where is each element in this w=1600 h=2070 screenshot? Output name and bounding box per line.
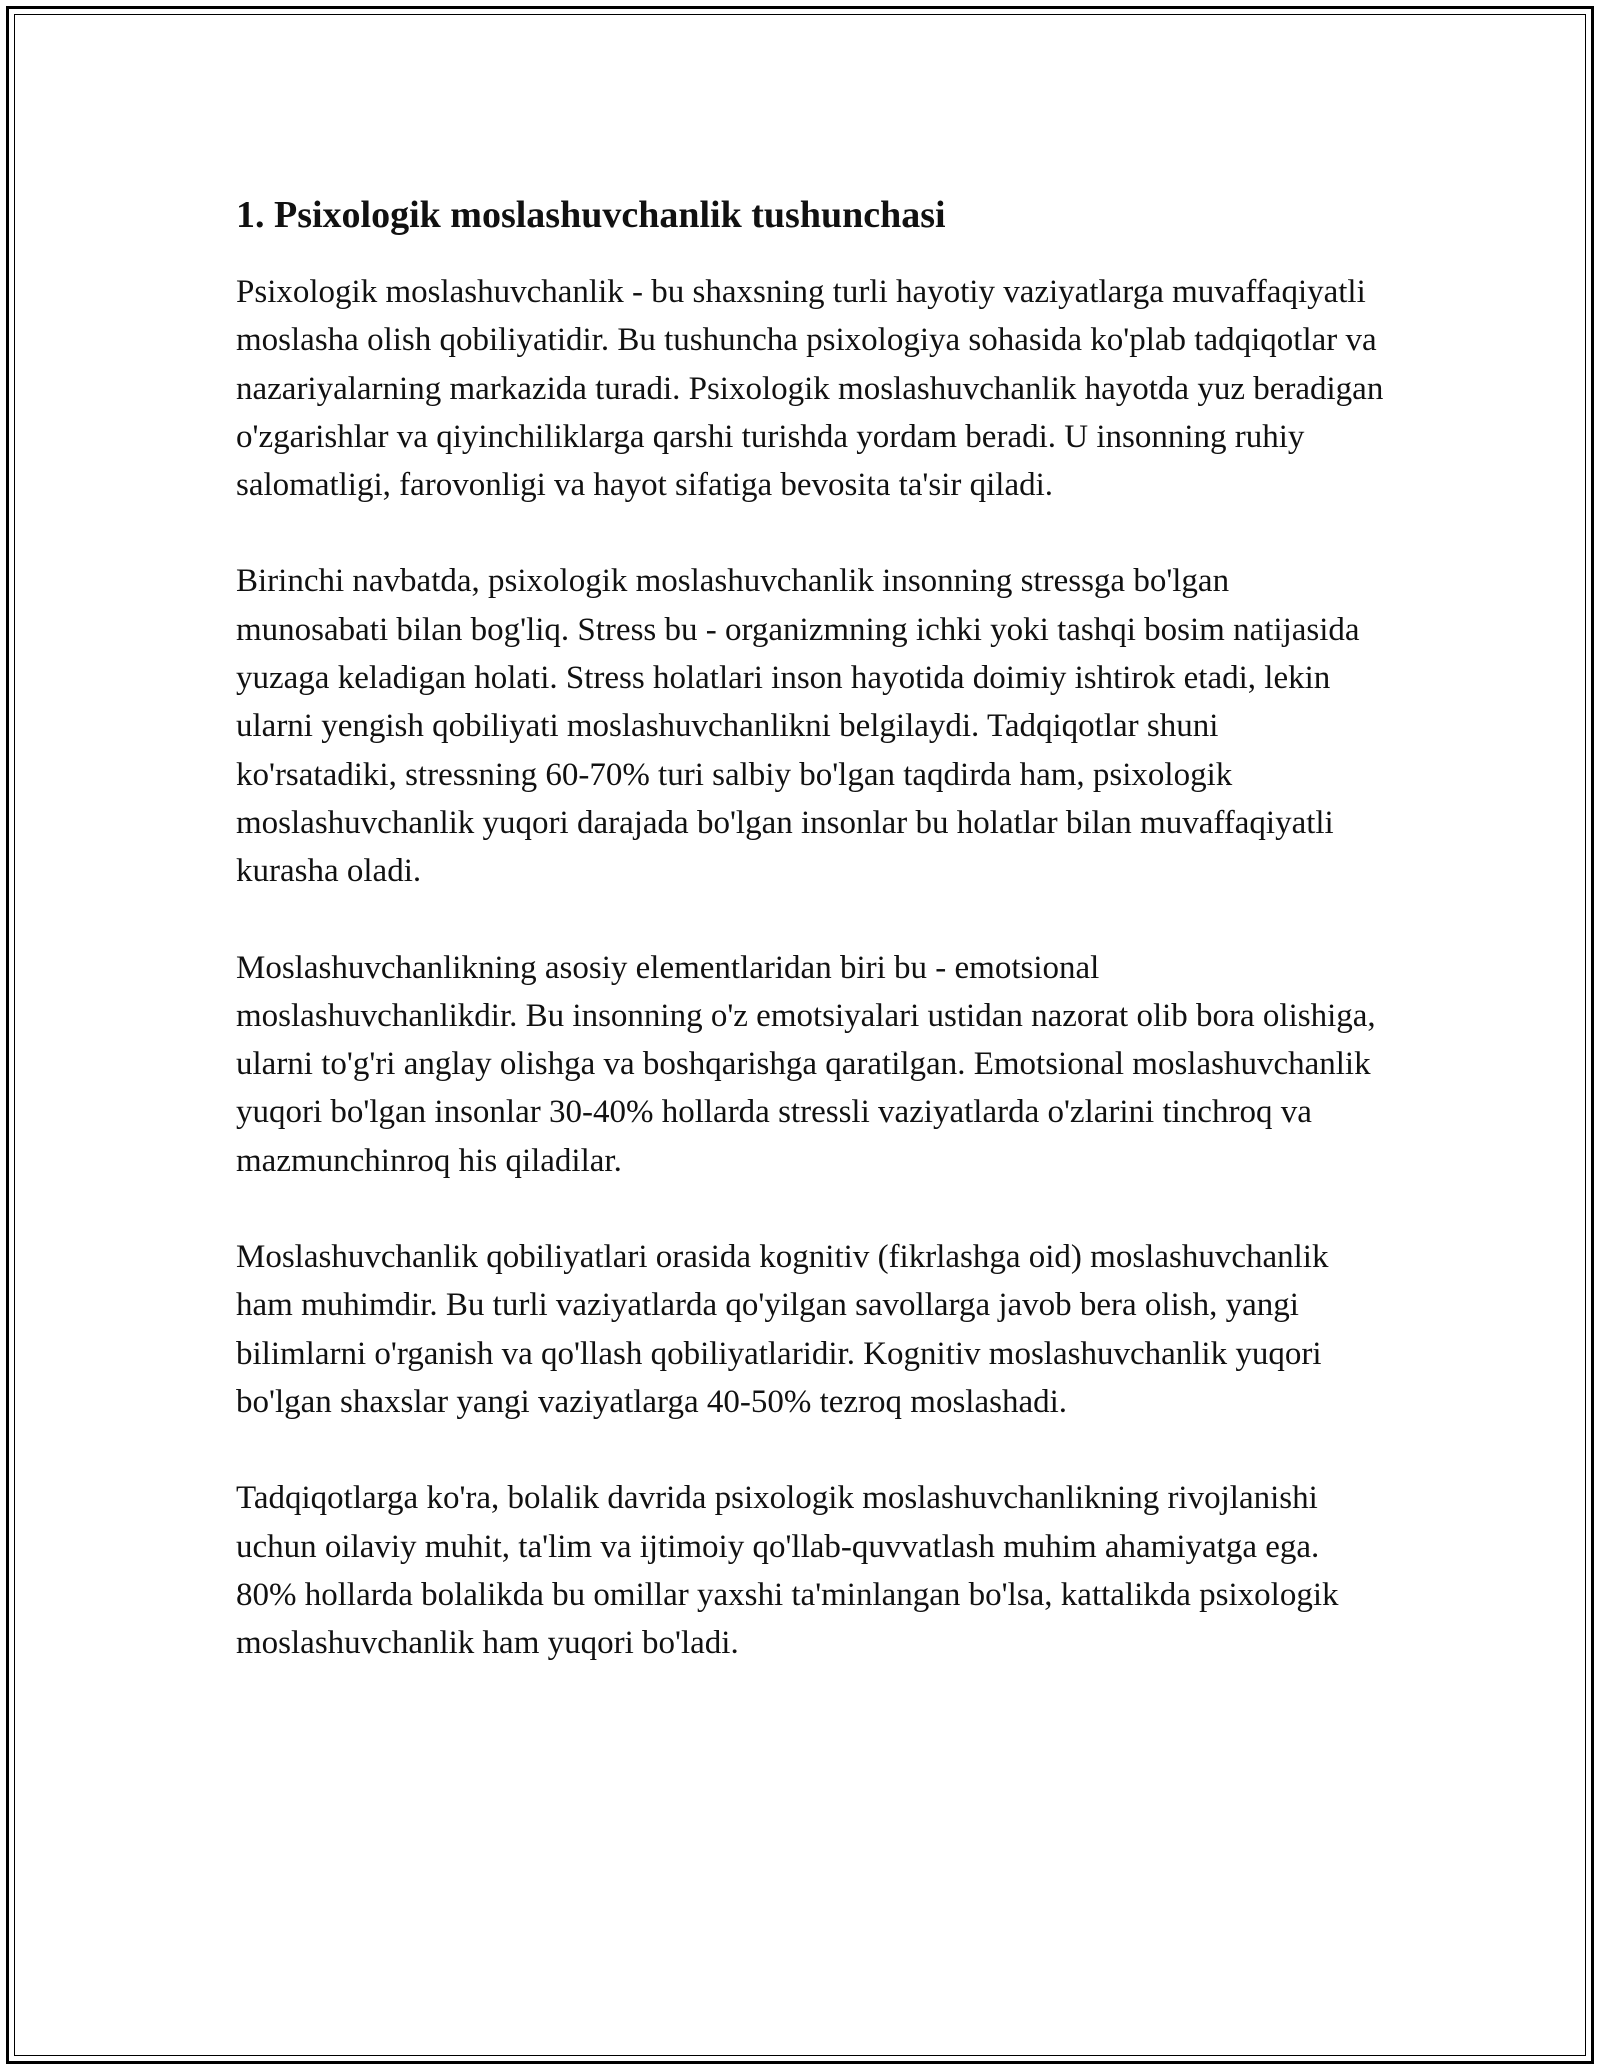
document-body xyxy=(236,186,1386,1715)
paragraph-4: Moslashuvchanlik qobiliyatlari orasida kognitiv (fikrlashga oid) moslashuvchanlik ham muhimdir. Bu turli vaziyatlarda qo'yilgan savollarga javob bera olish, yangi bilimlarni o'rganish va qo'llash qobiliyatlaridir. Kognitiv moslashuvchanlik yuqori bo'lgan shaxslar yangi vaziyatlarga 40-50% tezroq moslashadi. xyxy=(236,1239,1329,1420)
section-heading: 1. Psixologik moslashuvchanlik tushunchasi xyxy=(236,194,946,236)
paragraph-3: Moslashuvchanlikning asosiy elementlaridan biri bu - emotsional moslashuvchanlikdir. Bu insonning o'z emotsiyalari ustidan nazorat olib bora olishiga, ularni to'g'ri anglay olishga va boshqarishga qaratilgan. Emotsional moslashuvchanlik yuqori bo'lgan insonlar 30-40% hollarda stressli vaziyatlarda o'zlarini tinchroq va mazmunchinroq his qiladilar. xyxy=(236,949,1376,1179)
paragraph-5: Tadqiqotlarga ko'ra, bolalik davrida psixologik moslashuvchanlikning rivojlanishi uchun oilaviy muhit, ta'lim va ijtimoiy qo'llab-quvvatlash muhim ahamiyatga ega. 80% hollarda bolalikda bu omillar yaxshi ta'minlangan bo'lsa, kattalikda psixologik moslashuvchanlik ham yuqori bo'ladi. xyxy=(236,1480,1339,1662)
paragraph-2: Birinchi navbatda, psixologik moslashuvchanlik insonning stressga bo'lgan munosabati bilan bog'liq. Stress bu - organizmning ichki yoki tashqi bosim natijasida yuzaga keladigan holati. Stress holatlari inson hayotida doimiy ishtirok etadi, lekin ularni yengish qobiliyati moslashuvchanlikni belgilaydi. Tadqiqotlar shuni ko'rsatadiki, stressning 60-70% turi salbiy bo'lgan taqdirda ham, psixologik moslashuvchanlik yuqori darajada bo'lgan insonlar bu holatlar bilan muvaffaqiyatli kurasha oladi. xyxy=(236,563,1360,890)
paragraph-1: Psixologik moslashuvchanlik - bu shaxsning turli hayotiy vaziyatlarga muvaffaqiyatli moslasha olish qobiliyatidir. Bu tushuncha psixologiya sohasida ko'plab tadqiqotlar va nazariyalarning markazida turadi. Psixologik moslashuvchanlik hayotda yuz beradigan o'zgarishlar va qiyinchiliklarga qarshi turishda yordam beradi. U insonning ruhiy salomatligi, farovonligi va hayot sifatiga bevosita ta'sir qiladi. xyxy=(236,274,1384,504)
